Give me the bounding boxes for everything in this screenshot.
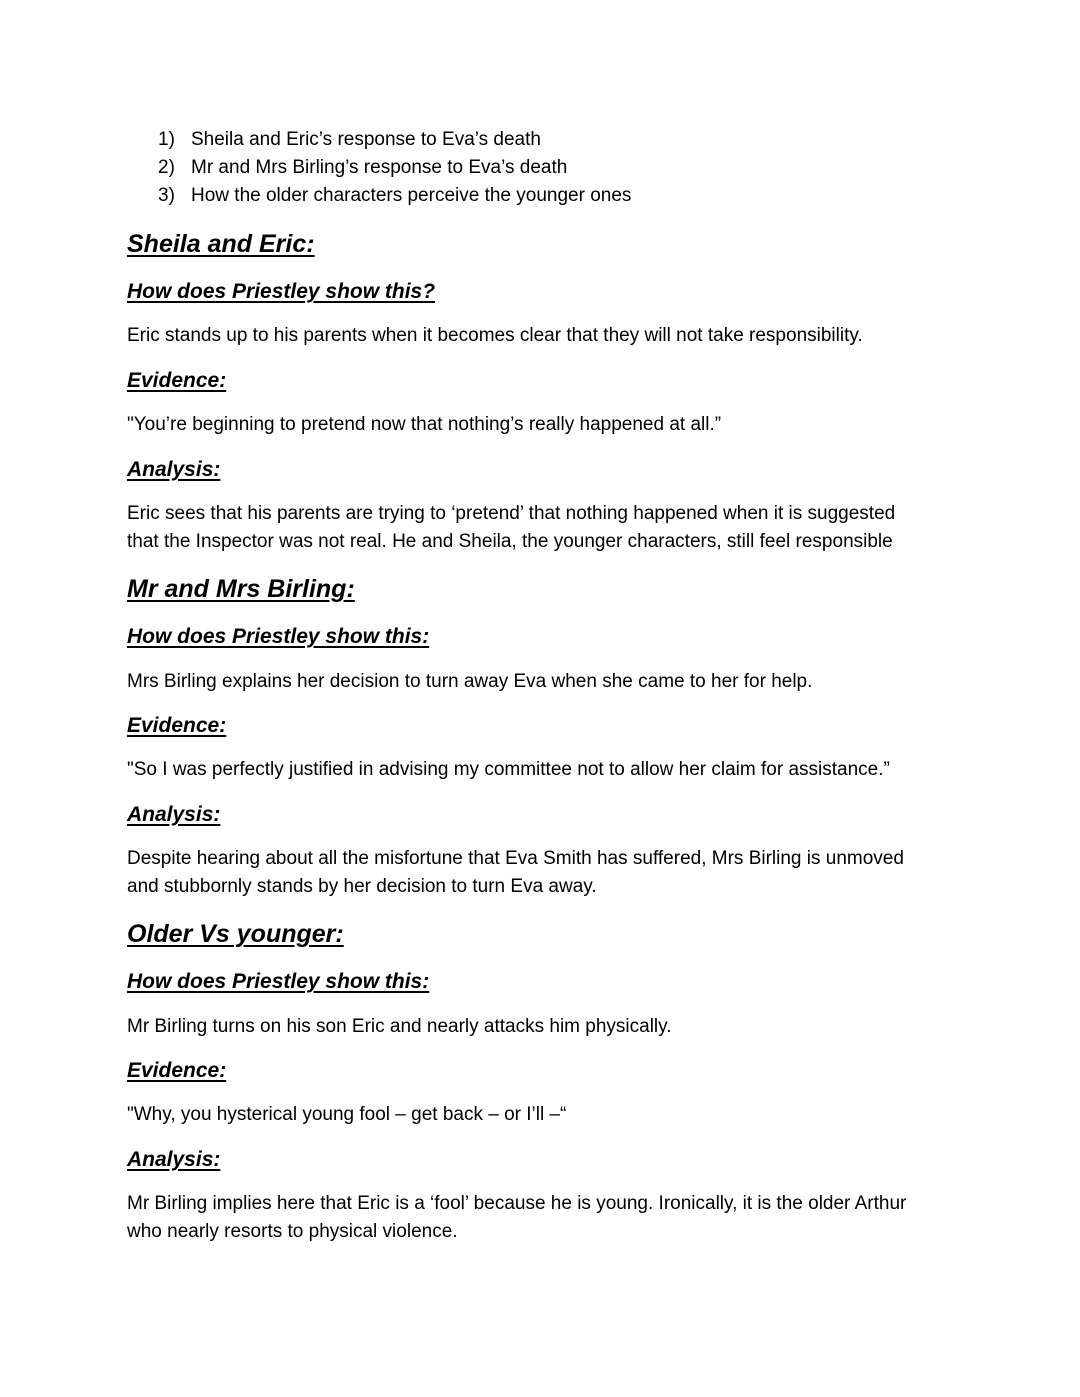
how-heading: How does Priestley show this: [127,970,430,993]
list-item-text: Mr and Mrs Birling’s response to Eva’s death [191,157,568,178]
evidence-quote: "Why, you hysterical young fool – get back – or I’ll –“ [127,1104,567,1125]
analysis-line: Eric sees that his parents are trying to ‘pretend’ that nothing happened when it is suggested [127,503,896,524]
intro-numbered-list [158,126,631,210]
analysis-line: that the Inspector was not real. He and Sheila, the younger characters, still feel responsible [127,531,893,552]
list-item [158,154,631,182]
list-item-text: Sheila and Eric’s response to Eva’s death [191,129,541,150]
how-heading: How does Priestley show this? [127,280,436,303]
list-item-number: 3) [158,185,175,206]
how-text: Mr Birling turns on his son Eric and nearly attacks him physically. [127,1016,672,1037]
list-item [158,182,631,210]
analysis-heading: Analysis: [127,458,221,481]
analysis-heading: Analysis: [127,803,221,826]
how-heading: How does Priestley show this: [127,625,430,648]
list-item-number: 2) [158,157,175,178]
evidence-heading: Evidence: [127,1059,227,1082]
evidence-heading: Evidence: [127,714,227,737]
analysis-line: who nearly resorts to physical violence. [127,1221,458,1242]
section-title: Mr and Mrs Birling: [127,575,355,603]
evidence-quote: "You’re beginning to pretend now that nothing’s really happened at all.” [127,414,722,435]
how-text: Mrs Birling explains her decision to turn away Eva when she came to her for help. [127,671,813,692]
list-item-number: 1) [158,129,175,150]
list-item-text: How the older characters perceive the younger ones [191,185,632,206]
analysis-line: and stubbornly stands by her decision to turn Eva away. [127,876,597,897]
evidence-quote: "So I was perfectly justified in advising my committee not to allow her claim for assistance.” [127,759,890,780]
section-title: Sheila and Eric: [127,230,315,258]
section-title: Older Vs younger: [127,920,344,948]
evidence-heading: Evidence: [127,369,227,392]
analysis-line: Mr Birling implies here that Eric is a ‘fool’ because he is young. Ironically, it is the older Arthur [127,1193,907,1214]
analysis-heading: Analysis: [127,1148,221,1171]
analysis-line: Despite hearing about all the misfortune that Eva Smith has suffered, Mrs Birling is unmoved [127,848,904,869]
how-text: Eric stands up to his parents when it becomes clear that they will not take responsibility. [127,325,863,346]
list-item [158,126,631,154]
